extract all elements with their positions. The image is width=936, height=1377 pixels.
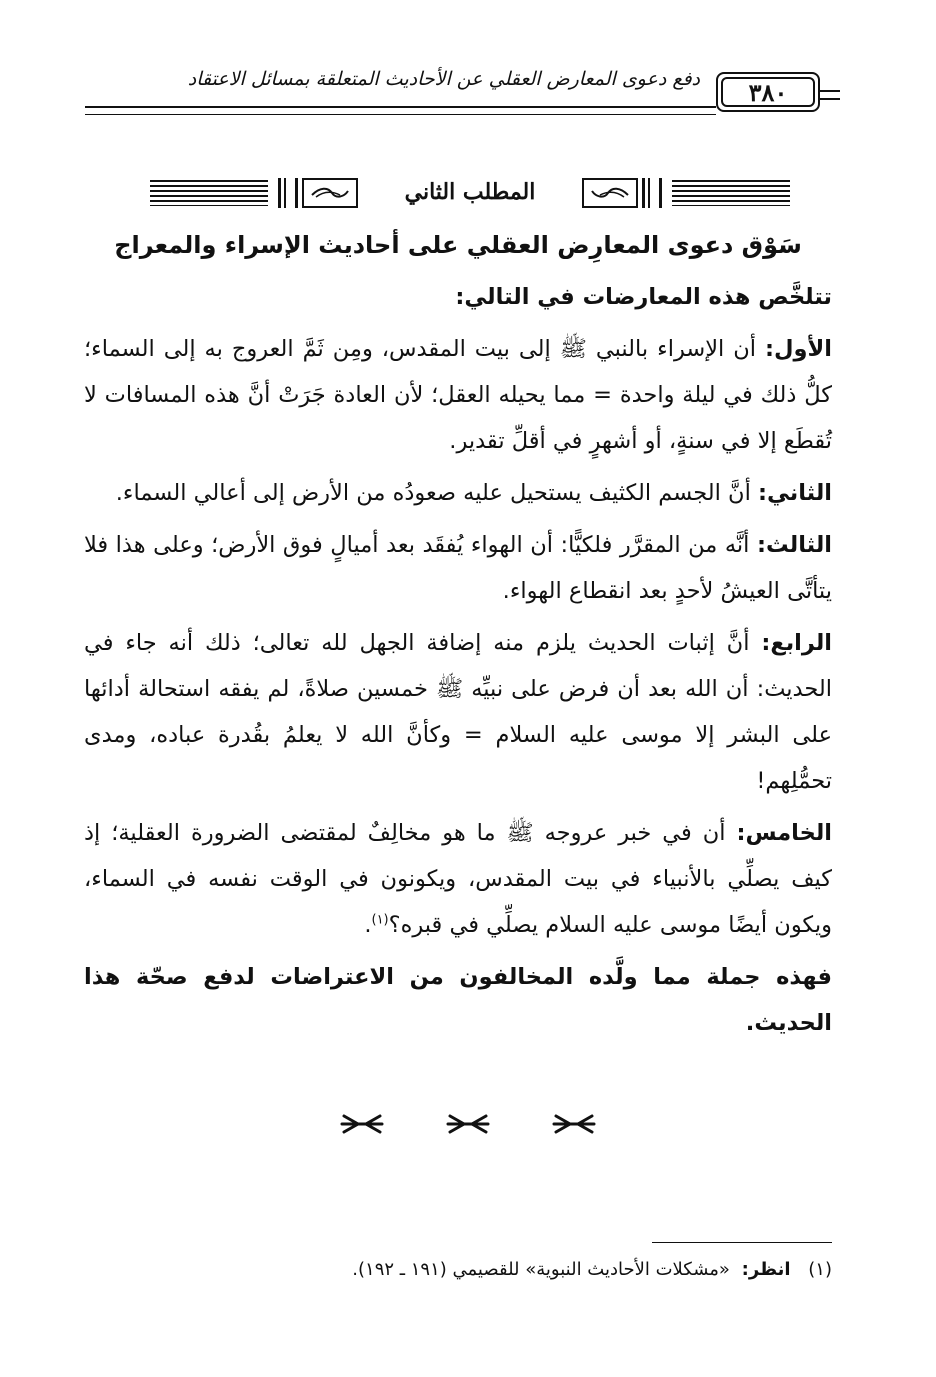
- objection-4-lead: الرابع:: [761, 630, 833, 656]
- ornament-lines-left: [150, 180, 268, 206]
- ornament-flourish-left-icon: [302, 178, 358, 208]
- header-rule: [85, 106, 716, 115]
- objection-1-lead: الأول:: [765, 336, 832, 362]
- header-rule-tail: [820, 90, 840, 100]
- section-label: المطلب الثاني: [404, 179, 536, 205]
- objection-2-text: أنَّ الجسم الكثيف يستحيل عليه صعودُه من الأرض إلى أعالي السماء.: [115, 480, 751, 506]
- objection-3-lead: الثالث:: [756, 532, 833, 558]
- footnote-label: انظر:: [741, 1259, 791, 1280]
- objection-5-end: .: [364, 912, 372, 938]
- chapter-title: سَوْق دعوى المعارِض العقلي على أحاديث الإسراء والمعراج: [114, 231, 802, 259]
- objection-3-text: أنَّه من المقرَّر فلكيًّا: أن الهواء يُفقَد بعد أميالٍ فوق الأرض؛ وعلى هذا فلا يتأتَّى العيشُ لأحدٍ بعد انقطاع الهواء.: [84, 532, 832, 604]
- footnote: [132, 1255, 832, 1285]
- page-number: ٣٨٠: [748, 77, 788, 107]
- objection-1: [84, 326, 832, 464]
- objection-5: [84, 810, 832, 948]
- footnote-text: «مشكلات الأحاديث النبوية» للقصيمي (١٩١ ـ ١٩٢).: [352, 1259, 730, 1280]
- ornament-bars-left: [278, 178, 298, 208]
- objection-5-lead: الخامس:: [736, 820, 833, 846]
- page-number-badge: [716, 72, 820, 112]
- objection-2: [84, 470, 832, 516]
- objection-2-lead: الثاني:: [757, 480, 832, 506]
- star-ornament-icon: [446, 1110, 490, 1138]
- ornament-lines-right: [672, 180, 790, 206]
- objection-4: [84, 620, 832, 804]
- footnote-reference: (١): [371, 912, 389, 928]
- running-header: [85, 62, 840, 124]
- objection-1-text: أن الإسراء بالنبي ﷺ إلى بيت المقدس، ومِن ثَمَّ العروج به إلى السماء؛ كلُّ ذلك في ليلة واحدة = مما يحيله العقل؛ لأن العادة جَرَتْ أنَّ هذه المسافات لا تُقطَع إلا في سنةٍ، أو أشهرٍ في أقلِّ تقدير.: [84, 336, 832, 454]
- section-divider: [340, 1104, 596, 1144]
- objection-4-text: أنَّ إثبات الحديث يلزم منه إضافة الجهل لله تعالى؛ ذلك أنه جاء في الحديث: أن الله بعد أن فرض على نبيِّه ﷺ خمسين صلاةً، لم يفقه استحالة أدائها على البشر إلا موسى عليه السلام = وكأنَّ الله لا يعلمُ بقُدرة عباده، ومدى تحمُّلِهم!: [84, 630, 832, 794]
- running-title: دفع دعوى المعارض العقلي عن الأحاديث المتعلقة بمسائل الاعتقاد: [187, 68, 700, 90]
- star-ornament-icon: [552, 1110, 596, 1138]
- ornament-bars-right: [642, 178, 662, 208]
- conclusion: فهذه جملة مما ولَّده المخالفون من الاعتراضات لدفع صحّة هذا الحديث.: [84, 964, 832, 1036]
- star-ornament-icon: [340, 1110, 384, 1138]
- footnote-rule: [652, 1242, 832, 1243]
- objection-3: [84, 522, 832, 614]
- footnote-number: (١): [808, 1259, 832, 1280]
- intro-line: تتلخَّص هذه المعارضات في التالي:: [455, 284, 832, 310]
- objection-5-text: أن في خبر عروجه ﷺ ما هو مخالِفٌ لمقتضى الضرورة العقلية؛ إذ كيف يصلِّي بالأنبياء في بيت المقدس، ويكونون في الوقت نفسه في السماء، ويكون أيضًا موسى عليه السلام يصلِّي في قبره؟: [84, 820, 832, 938]
- section-heading: [150, 176, 790, 216]
- main-text: [84, 222, 832, 1052]
- ornament-flourish-right-icon: [582, 178, 638, 208]
